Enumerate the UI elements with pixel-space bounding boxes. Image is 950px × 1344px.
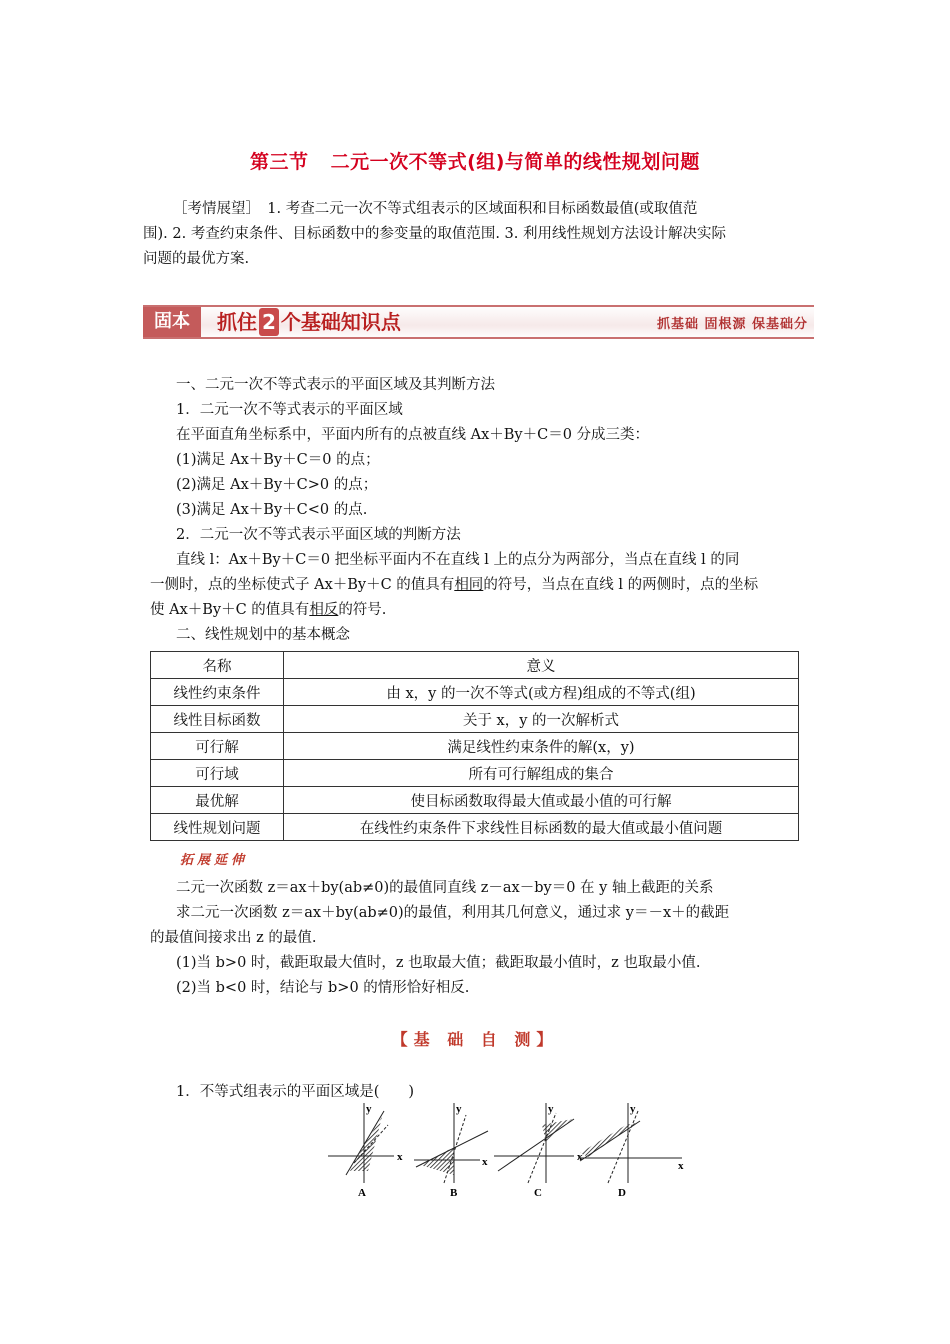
subsection-heading: 1．二元一次不等式表示的平面区域 — [176, 402, 403, 418]
figure-d — [578, 1103, 684, 1199]
case-item: (1)满足 Ax＋By＋C＝0 的点； — [176, 452, 380, 468]
table-cell: 使目标函数取得最大值或最小值的可行解 — [284, 787, 799, 814]
banner-slogan: 抓基础 固根源 保基础分 — [656, 317, 808, 332]
text: 使 Ax＋By＋C 的值具有 — [150, 602, 310, 618]
banner-title-prefix: 抓住 — [217, 310, 257, 334]
table-cell: 最优解 — [151, 787, 284, 814]
text: 的符号，当点在直线 l 的两侧时，点的坐标 — [483, 577, 759, 593]
option-a-label: A — [358, 1187, 366, 1199]
banner-number: 2 — [259, 308, 279, 336]
x-axis-label: x — [577, 1151, 583, 1163]
text: 一侧时，点的坐标使式子 Ax＋By＋C 的值具有 — [150, 577, 455, 593]
option-b-label: B — [450, 1187, 458, 1199]
table-cell: 线性约束条件 — [151, 679, 284, 706]
table-row — [151, 787, 799, 814]
section-title: 二元一次不等式(组)与简单的线性规划问题 — [330, 151, 700, 173]
outlook-line: 围). 2. 考查约束条件、目标函数中的参变量的取值范围. 3. 利用线性规划方法设计解决实际 — [143, 226, 726, 242]
paragraph: 的最值间接求出 z 的最值. — [150, 930, 317, 946]
section-number: 第三节 — [250, 151, 309, 173]
y-axis-label: y — [456, 1103, 462, 1115]
table-cell: 关于 x，y 的一次解析式 — [284, 706, 799, 733]
blank-answer: 相同 — [454, 577, 484, 593]
extension-body — [150, 876, 830, 1001]
section-1 — [150, 373, 830, 648]
table-row — [151, 706, 799, 733]
x-axis-label: x — [397, 1151, 403, 1163]
table-cell: 可行域 — [151, 760, 284, 787]
paragraph: 二元一次函数 z＝ax＋by(ab≠0)的最值同直线 z－ax－by＝0 在 y 轴上截距的关系 — [176, 880, 714, 896]
y-axis-label: y — [366, 1103, 372, 1115]
paragraph: 在平面直角坐标系中，平面内所有的点被直线 Ax＋By＋C＝0 分成三类： — [176, 427, 650, 443]
exam-outlook — [143, 197, 823, 272]
case-item: (3)满足 Ax＋By＋C<0 的点. — [176, 502, 368, 518]
banner-title-suffix: 个基础知识点 — [280, 310, 401, 334]
x-axis-label: x — [482, 1156, 488, 1168]
banner-title — [217, 308, 401, 336]
paragraph: 直线 l：Ax＋By＋C＝0 把坐标平面内不在直线 l 上的点分为两部分，当点在直线 l 的同 — [176, 552, 740, 568]
x-axis-label: x — [678, 1160, 684, 1172]
table-cell: 满足线性约束条件的解(x，y) — [284, 733, 799, 760]
blank-answer: 相反 — [309, 602, 339, 618]
extension-label: 拓展延伸 — [180, 853, 249, 868]
table-row — [151, 679, 799, 706]
text: 的符号. — [338, 602, 387, 618]
figure-c — [494, 1103, 583, 1199]
answer-figures — [324, 1103, 696, 1199]
table-cell: 由 x，y 的一次不等式(或方程)组成的不等式(组) — [284, 679, 799, 706]
self-test-heading: 【基 础 自 测】 — [391, 1030, 559, 1049]
section-heading: 一、二元一次不等式表示的平面区域及其判断方法 — [176, 377, 495, 393]
table-row — [151, 814, 799, 841]
table-row — [151, 733, 799, 760]
question-1: 1．不等式组表示的平面区域是( ) — [176, 1084, 415, 1100]
option-d-label: D — [618, 1187, 626, 1199]
paragraph: (2)当 b<0 时，结论与 b>0 的情形恰好相反. — [176, 980, 470, 996]
paragraph: (1)当 b>0 时，截距取最大值时，z 也取最大值；截距取最小值时，z 也取最小值. — [176, 955, 701, 971]
concepts-table — [150, 651, 799, 841]
column-header: 意义 — [284, 652, 799, 679]
figure-a — [328, 1103, 403, 1199]
table-row — [151, 760, 799, 787]
paragraph — [150, 598, 830, 623]
y-axis-label: y — [630, 1103, 636, 1115]
table-header-row — [151, 652, 799, 679]
table-cell: 线性规划问题 — [151, 814, 284, 841]
section-heading: 二、线性规划中的基本概念 — [176, 627, 350, 643]
y-axis-label: y — [548, 1103, 554, 1115]
subsection-heading: 2．二元一次不等式表示平面区域的判断方法 — [176, 527, 461, 543]
table-cell: 线性目标函数 — [151, 706, 284, 733]
page-title — [0, 147, 950, 174]
option-c-label: C — [534, 1187, 542, 1199]
table-cell: 所有可行解组成的集合 — [284, 760, 799, 787]
case-item: (2)满足 Ax＋By＋C>0 的点； — [176, 477, 378, 493]
section-banner — [143, 305, 814, 339]
outlook-line: ［考情展望］ 1. 考查二元一次不等式组表示的区域面积和目标函数最值(或取值范 — [173, 201, 698, 217]
outlook-line: 问题的最优方案. — [143, 251, 250, 267]
paragraph — [150, 573, 830, 598]
table-cell: 在线性约束条件下求线性目标函数的最大值或最小值问题 — [284, 814, 799, 841]
column-header: 名称 — [151, 652, 284, 679]
table-cell: 可行解 — [151, 733, 284, 760]
paragraph: 求二元一次函数 z＝ax＋by(ab≠0)的最值，利用其几何意义，通过求 y＝－x＋的截距 — [176, 905, 730, 921]
banner-tag: 固本 — [143, 307, 201, 337]
figure-b — [414, 1103, 488, 1199]
